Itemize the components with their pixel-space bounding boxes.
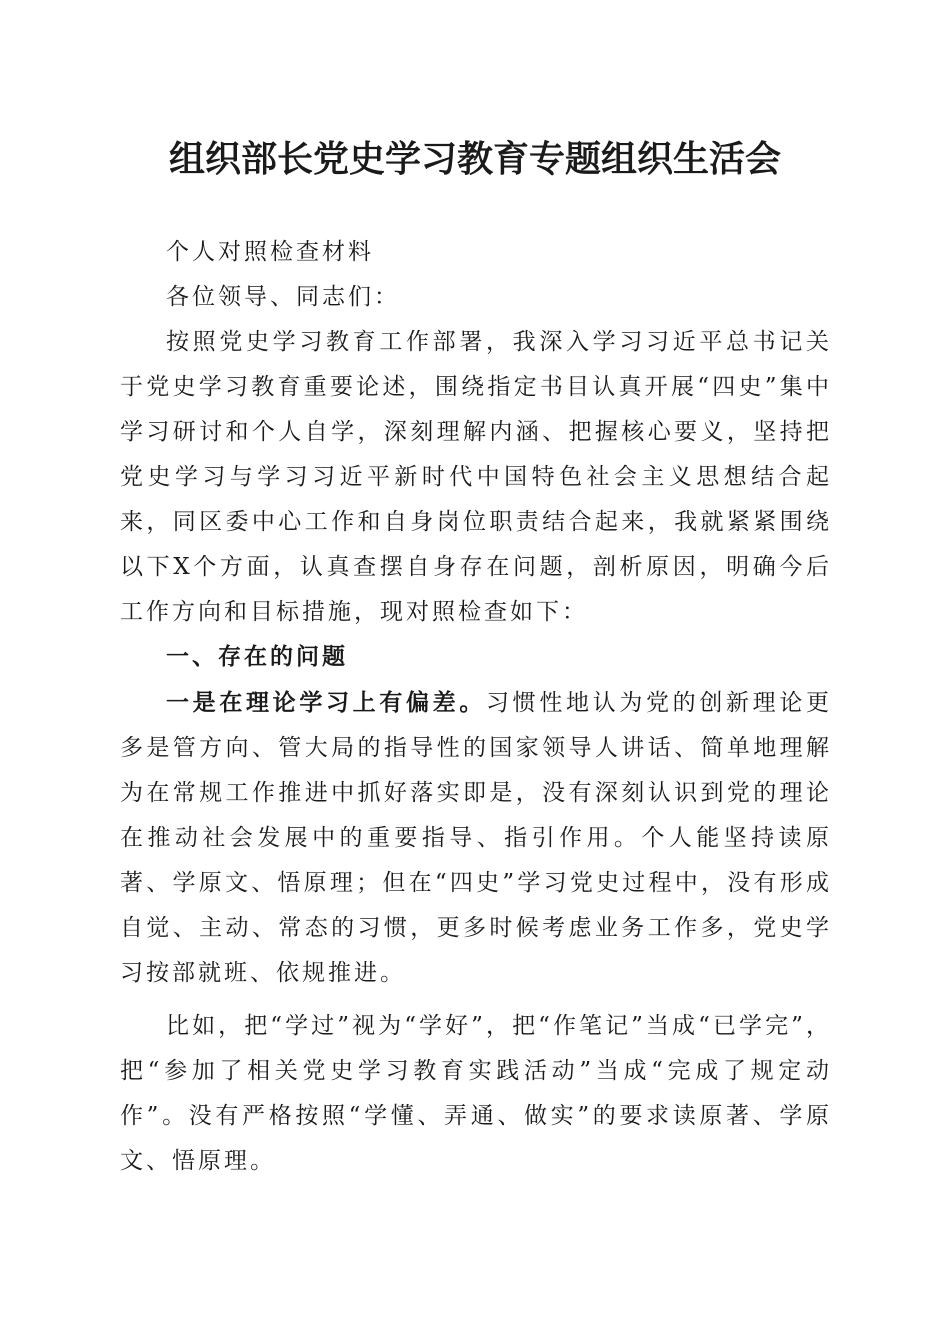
- document-title: 组织部长党史学习教育专题组织生活会: [168, 139, 781, 180]
- document-body: [120, 230, 832, 1184]
- intro-paragraph: 按照党史学习教育工作部署，我深入学习习近平总书记关于党史学习教育重要论述，围绕指定书目认真开展“四史”集中学习研讨和个人自学，深刻理解内涵、把握核心要义，坚持把党史学习与学习习近平新时代中国特色社会主义思想结合起来，同区委中心工作和自身岗位职责结合起来，我就紧紧围绕以下X个方面，认真查摆自身存在问题，剖析原因，明确今后工作方向和目标措施，现对照检查如下：: [120, 329, 832, 625]
- document-subtitle: 个人对照检查材料: [166, 239, 374, 265]
- example-paragraph: 比如，把“学过”视为“学好”，把“作笔记”当成“已学完”，把“参加了相关党史学习教育实践活动”当成“完成了规定动作”。没有严格按照“学懂、弄通、做实”的要求读原著、学原文、悟原理。: [120, 1013, 832, 1174]
- point-one-text: 习惯性地认为党的创新理论更多是管方向、管大局的指导性的国家领导人讲话、简单地理解为在常规工作推进中抓好落实即是，没有深刻认识到党的理论在推动社会发展中的重要指导、指引作用。个人能坚持读原著、学原文、悟原理；但在“四史”学习党史过程中，没有形成自觉、主动、常态的习惯，更多时候考虑业务工作多，党史学习按部就班、依规推进。: [120, 690, 833, 986]
- greeting: 各位领导、同志们：: [166, 284, 400, 310]
- point-one-paragraph: [120, 680, 832, 996]
- section-heading-problems: 一、存在的问题: [166, 644, 348, 670]
- point-one-lead: 一是在理论学习上有偏差。: [166, 689, 486, 716]
